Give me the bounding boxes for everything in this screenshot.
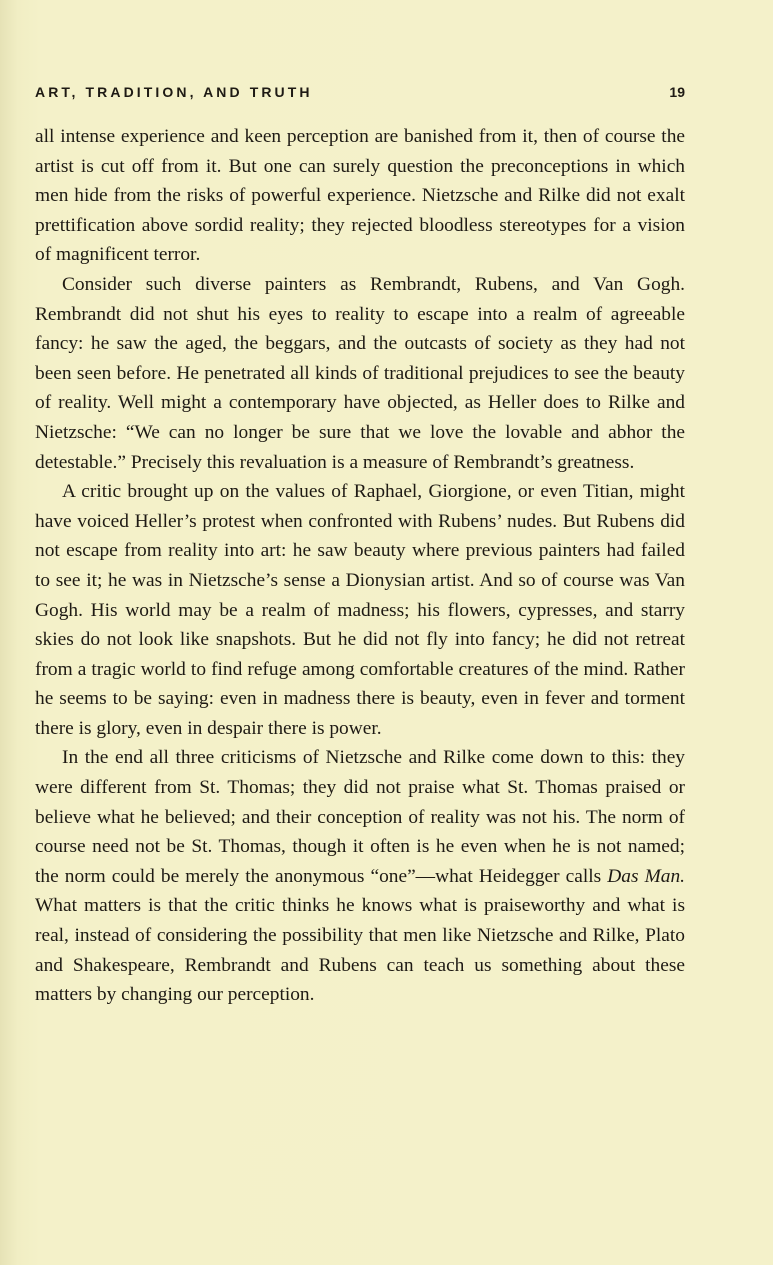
running-title: ART, TRADITION, AND TRUTH — [35, 84, 313, 100]
paragraph-4 — [35, 743, 685, 1009]
paragraph-2: Consider such diverse painters as Rembrandt, Rubens, and Van Gogh. Rembrandt did not shut his eyes to reality to escape into a realm of agreeable fancy: he saw the aged, the beggars, and the outcasts of society as they had not been seen before. He penetrated all kinds of traditional prejudices to see the beauty of reality. Well might a contemporary have objected, as Heller does to Rilke and Nietzsche: “We can no longer be sure that we love the lovable and abhor the detestable.” Precisely this revaluation is a measure of Rembrandt’s greatness. — [35, 273, 685, 473]
paragraph-4-text-start: In the end all three criticisms of Nietzsche and Rilke come down to this: they were different from St. Thomas; they did not praise what St. Thomas praised or believe what he believed; and their conception of reality was not his. The norm of course need not be St. Thomas, though it often is he even when he is not named; the norm could be merely the anonymous “one”—what Heidegger calls — [35, 747, 685, 887]
das-man-italic: Das Man. — [607, 865, 685, 887]
paragraph-1: all intense experience and keen perception are banished from it, then of course the artist is cut off from it. But one can surely question the preconceptions in which men hide from the risks of powerful experience. Nietzsche and Rilke did not exalt prettification above sordid reality; they rejected bloodless stereotypes for a vision of magnificent terror. — [35, 126, 685, 266]
paragraph-4-text-end: What matters is that the critic thinks he knows what is praiseworthy and what is real, instead of considering the possibility that men like Nietzsche and Rilke, Plato and Shakespeare, Rembrandt and Rubens can teach us something about these matters by changing our perception. — [35, 895, 685, 1006]
running-head — [35, 84, 685, 106]
paragraph-3: A critic brought up on the values of Raphael, Giorgione, or even Titian, might have voiced Heller’s protest when confronted with Rubens’ nudes. But Rubens did not escape from reality into art: he saw beauty where previous painters had failed to see it; he was in Nietzsche’s sense a Dionysian artist. And so of course was Van Gogh. His world may be a realm of madness; his flowers, cypresses, and starry skies do not look like snapshots. But he did not fly into fancy; he did not retreat from a tragic world to find refuge among comfortable creatures of the mind. Rather he seems to be saying: even in madness there is beauty, even in fever and torment there is glory, even in despair there is power. — [35, 481, 685, 739]
page-number: 19 — [669, 84, 685, 100]
body-text — [35, 122, 685, 1010]
